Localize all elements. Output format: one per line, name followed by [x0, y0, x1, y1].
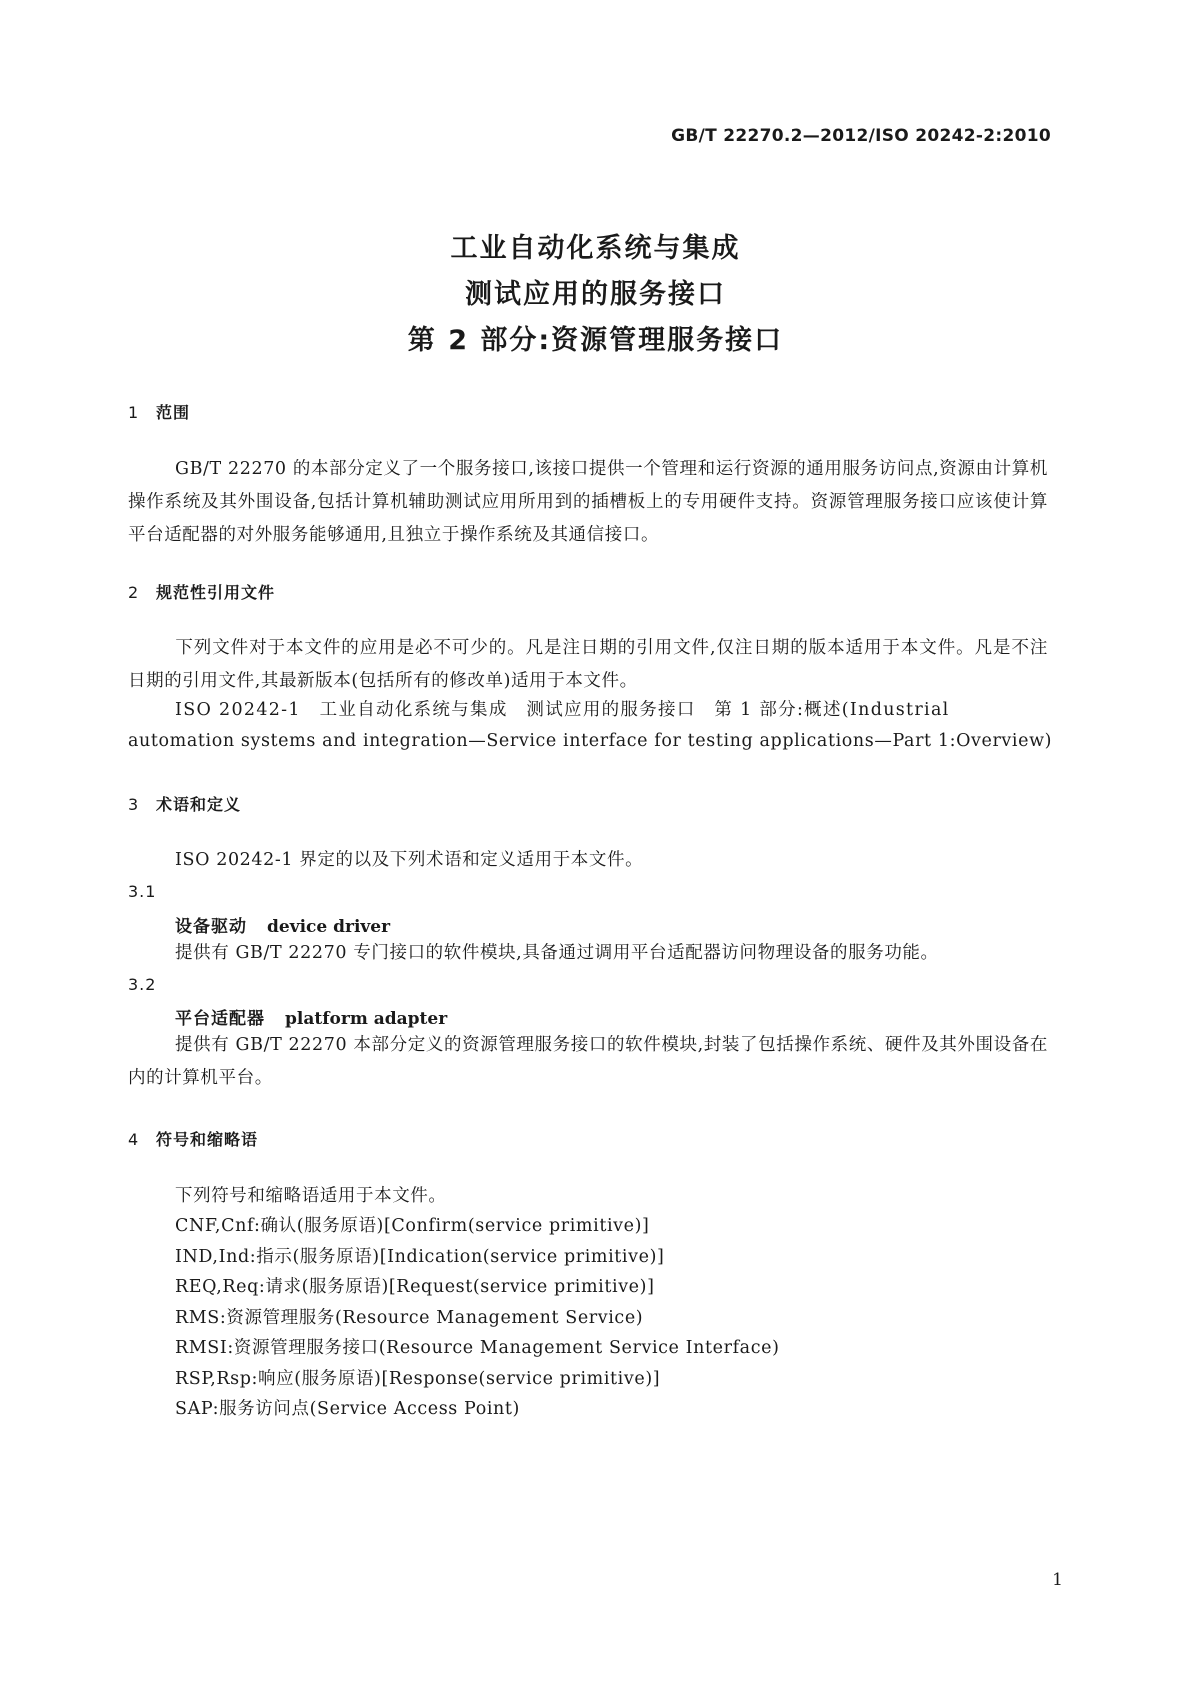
section-1-heading: [128, 400, 190, 423]
reference-line-2: automation systems and integration—Service interface for testing applications—Part 1:Overview): [128, 731, 1053, 751]
term-zh: 设备驱动: [175, 917, 247, 937]
term-definition: 提供有 GB/T 22270 专门接口的软件模块,具备通过调用平台适配器访问物理设备的服务功能。: [175, 943, 939, 963]
section-title: 术语和定义: [156, 795, 242, 814]
section-title: 范围: [156, 403, 191, 422]
section-2-paragraph: 下列文件对于本文件的应用是必不可少的。凡是注日期的引用文件,仅注日期的版本适用于本文件。凡是不注日期的引用文件,其最新版本(包括所有的修改单)适用于本文件。: [128, 638, 1048, 691]
term-zh: 平台适配器: [175, 1009, 265, 1029]
abbreviation-item: RMSI:资源管理服务接口(Resource Management Service Interface): [175, 1338, 780, 1358]
document-title: [0, 226, 1191, 364]
reference-line-1: ISO 20242-1 工业自动化系统与集成 测试应用的服务接口 第 1 部分:概述(Industrial: [175, 700, 950, 720]
abbreviation-item: IND,Ind:指示(服务原语)[Indication(service primitive)]: [175, 1247, 665, 1267]
standard-code: GB/T 22270.2—2012/ISO 20242-2:2010: [671, 126, 1051, 146]
abbreviation-item: RSP,Rsp:响应(服务原语)[Response(service primitive)]: [175, 1369, 661, 1389]
section-number: 4: [128, 1130, 140, 1149]
abbreviation-item: REQ,Req:请求(服务原语)[Request(service primitive)]: [175, 1277, 655, 1297]
term-heading: [175, 912, 390, 937]
term-en: device driver: [267, 917, 391, 937]
section-3-intro: ISO 20242-1 界定的以及下列术语和定义适用于本文件。: [175, 850, 644, 870]
page-number: 1: [1052, 1570, 1063, 1590]
abbreviation-item: RMS:资源管理服务(Resource Management Service): [175, 1308, 644, 1328]
title-line-1: 工业自动化系统与集成: [450, 233, 741, 264]
term-number: 3.1: [128, 882, 157, 901]
section-title: 规范性引用文件: [156, 583, 276, 602]
section-number: 1: [128, 403, 140, 422]
section-number: 2: [128, 583, 140, 602]
abbreviation-item: CNF,Cnf:确认(服务原语)[Confirm(service primitive)]: [175, 1216, 650, 1236]
term-definition: 提供有 GB/T 22270 本部分定义的资源管理服务接口的软件模块,封装了包括操作系统、硬件及其外围设备在内的计算机平台。: [128, 1035, 1048, 1088]
abbreviation-item: SAP:服务访问点(Service Access Point): [175, 1399, 520, 1419]
section-2-heading: [128, 580, 275, 603]
term-heading: [175, 1004, 447, 1029]
section-number: 3: [128, 795, 140, 814]
title-line-2: 测试应用的服务接口: [465, 279, 726, 310]
term-number: 3.2: [128, 975, 157, 994]
section-4-heading: [128, 1127, 258, 1150]
term-en: platform adapter: [285, 1009, 448, 1029]
section-4-intro: 下列符号和缩略语适用于本文件。: [175, 1186, 447, 1206]
title-line-3: 第 2 部分:资源管理服务接口: [407, 325, 784, 356]
section-3-heading: [128, 792, 241, 815]
section-1-paragraph: GB/T 22270 的本部分定义了一个服务接口,该接口提供一个管理和运行资源的通用服务访问点,资源由计算机操作系统及其外围设备,包括计算机辅助测试应用所用到的插槽板上的专用硬件支持。资源管理服务接口应该使计算平台适配器的对外服务能够通用,且独立于操作系统及其通信接口。: [128, 459, 1048, 545]
section-title: 符号和缩略语: [156, 1130, 259, 1149]
